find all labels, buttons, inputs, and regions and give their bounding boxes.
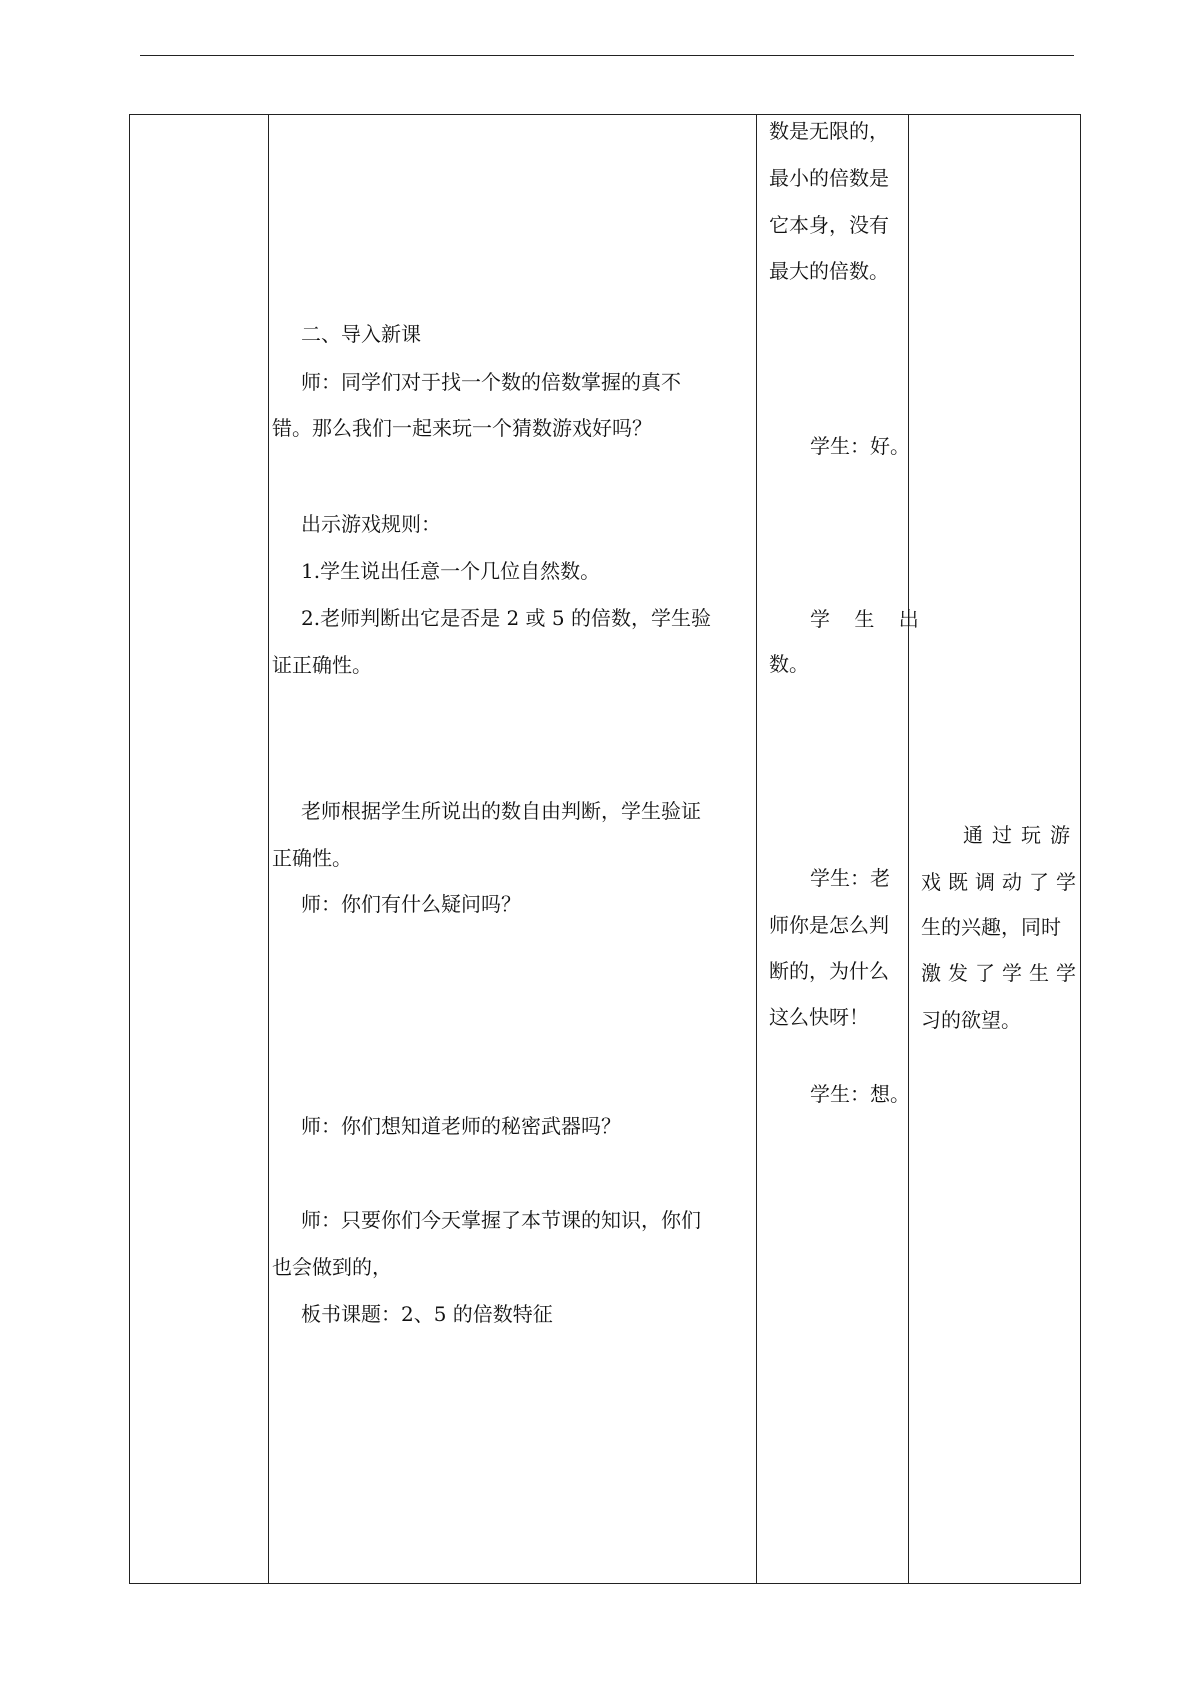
student-text-line: 它本身，没有	[769, 213, 889, 237]
student-text-line: 最大的倍数。	[769, 259, 889, 283]
rule-item: 1.学生说出任意一个几位自然数。	[301, 559, 601, 583]
student-response: 学 生 出	[810, 607, 928, 631]
column-stage	[130, 115, 269, 1583]
intent-text-line: 激发了学生学	[921, 961, 1083, 985]
student-text-line: 最小的倍数是	[769, 166, 889, 190]
intent-text-line: 通过玩游	[963, 823, 1079, 847]
student-response: 学生：好。	[810, 434, 910, 458]
intent-text-line: 生的兴趣，同时	[921, 915, 1061, 939]
paragraph-line: 正确性。	[272, 846, 352, 870]
student-response: 学生：想。	[810, 1082, 910, 1106]
paragraph-line: 错。那么我们一起来玩一个猜数游戏好吗？	[272, 416, 652, 440]
rule-item: 2.老师判断出它是否是 2 或 5 的倍数，学生验	[301, 606, 711, 630]
student-response: 数。	[769, 652, 809, 676]
student-response: 学生：老	[810, 866, 890, 890]
student-response: 师你是怎么判	[769, 913, 889, 937]
student-text-line: 数是无限的，	[769, 119, 889, 143]
header-rule	[140, 55, 1074, 56]
paragraph-line: 师：只要你们今天掌握了本节课的知识，你们	[301, 1208, 701, 1232]
paragraph-line: 师：你们有什么疑问吗？	[301, 892, 521, 916]
intent-text-line: 戏既调动了学	[921, 870, 1083, 894]
paragraph-line: 师：同学们对于找一个数的倍数掌握的真不	[301, 370, 681, 394]
column-design-intent	[909, 115, 1080, 1583]
column-student-activity	[757, 115, 909, 1583]
rule-item: 证正确性。	[272, 653, 372, 677]
student-response: 这么快呀！	[769, 1005, 869, 1029]
paragraph-line: 老师根据学生所说出的数自由判断，学生验证	[301, 799, 701, 823]
board-title: 板书课题：2、5 的倍数特征	[301, 1302, 553, 1326]
student-response: 断的，为什么	[769, 959, 889, 983]
intent-text-line: 习的欲望。	[921, 1008, 1021, 1032]
paragraph-line: 也会做到的，	[272, 1255, 392, 1279]
lesson-plan-table	[129, 114, 1081, 1584]
rules-heading: 出示游戏规则：	[301, 512, 441, 536]
paragraph-line: 师：你们想知道老师的秘密武器吗？	[301, 1114, 621, 1138]
section-heading: 二、导入新课	[301, 322, 421, 346]
